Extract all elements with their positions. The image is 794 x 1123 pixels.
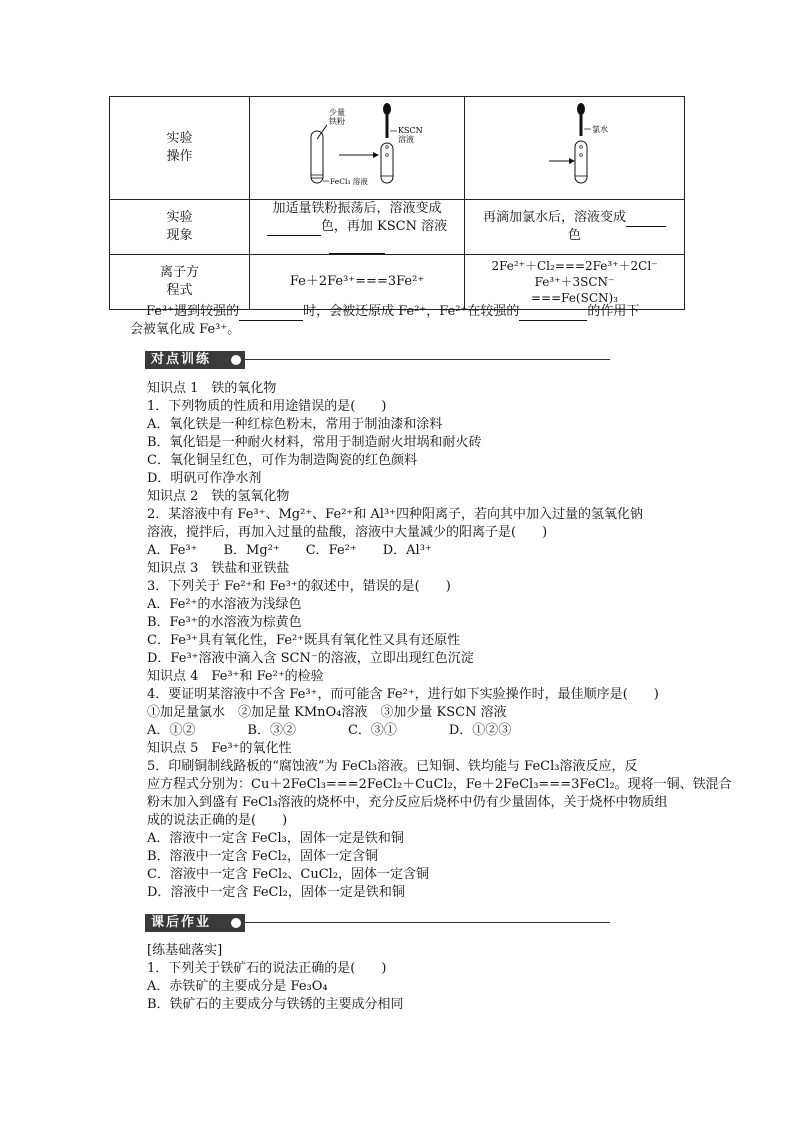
equation-line: 2Fe²⁺＋Cl₂===2Fe³⁺＋2Cl⁻: [491, 259, 658, 273]
list-item: B．Fe³⁺的水溶液为棕黄色: [147, 615, 302, 630]
answer-blank[interactable]: [239, 306, 303, 321]
list-item: C．Fe³⁺具有氧化性，Fe²⁺既具有氧化性又具有还原性: [147, 633, 461, 648]
section-title: 对点训练: [145, 351, 245, 369]
answer-blank[interactable]: [519, 306, 587, 321]
list-item: 3．下列关于 Fe²⁺和 Fe³⁺的叙述中，错误的是( ): [147, 579, 451, 594]
list-item: B．溶液中一定含 FeCl₂，固体一定含铜: [147, 849, 379, 864]
cell-text: 加适量铁粉振荡后，溶液变成: [272, 201, 442, 216]
summary-text: 会被氧化成 Fe³⁺。: [130, 322, 241, 337]
section-title: 课后作业: [145, 914, 245, 932]
equation-cell-1: Fe＋2Fe³⁺===3Fe²⁺: [250, 255, 465, 310]
phenomenon-cell-2: [465, 200, 685, 255]
cell-text: 再滴加氯水后，溶液变成: [482, 210, 626, 225]
cell-text-line: [469, 209, 680, 227]
cell-text-line: [254, 236, 460, 254]
table-row: [110, 255, 685, 310]
list-item: 成的说法正确的是( ): [147, 813, 288, 828]
section-rule: [245, 359, 610, 360]
equation-cell-2: [465, 255, 685, 310]
list-item: 4．要证明某溶液中不含 Fe³⁺，而可能含 Fe²⁺，进行如下实验操作时，最佳顺序是( ): [147, 687, 659, 702]
table-row: [110, 97, 685, 200]
section-rule: [245, 922, 610, 923]
cell-text: 色: [567, 228, 581, 243]
label-iron-powder: 铁粉: [329, 117, 345, 126]
list-item: D．Fe³⁺溶液中滴入含 SCN⁻的溶液，立即出现红色沉淀: [147, 651, 474, 666]
experiment-table: [109, 96, 685, 310]
list-item: D．溶液中一定含 FeCl₂，固体一定是铁和铜: [147, 885, 405, 900]
list-item: [练基础落实]: [147, 943, 223, 958]
list-item: A．氧化铁是一种红棕色粉末，常用于制油漆和涂料: [147, 417, 443, 432]
list-item: D．明矾可作净水剂: [147, 471, 262, 486]
knowledge-point-heading: 知识点 3 铁盐和亚铁盐: [147, 561, 290, 576]
label-line: 操作: [166, 149, 193, 164]
list-item: A．溶液中一定含 FeCl₃，固体一定是铁和铜: [147, 831, 404, 846]
label-line: 现象: [166, 228, 193, 243]
list-item: A．Fe³⁺ B．Mg²⁺ C．Fe²⁺ D．Al³⁺: [147, 543, 432, 558]
row-label: [110, 200, 250, 255]
list-item: 5．印刷铜制线路板的“腐蚀液”为 FeCl₃溶液。已知铜、铁均能与 FeCl₃溶液反应，反: [147, 759, 638, 774]
answer-blank[interactable]: [329, 239, 385, 254]
table-row: [110, 200, 685, 255]
list-item: 溶液，搅拌后，再加入过量的盐酸，溶液中大量减少的阳离子是( ): [147, 525, 548, 540]
list-item: 2．某溶液中有 Fe³⁺、Mg²⁺、Fe²⁺和 Al³⁺四种阳离子，若向其中加入过量的氢氧化钠: [147, 507, 644, 522]
figure-cell-iron-powder: [250, 97, 465, 200]
knowledge-point-heading: 知识点 2 铁的氢氧化物: [147, 489, 290, 504]
summary-paragraph: [130, 303, 688, 339]
knowledge-point-heading: 知识点 4 Fe³⁺和 Fe²⁺的检验: [147, 669, 324, 684]
list-item: 粉末加入到盛有 FeCl₃溶液的烧杯中，充分反应后烧杯中仍有少量固体，关于烧杯中物质组: [147, 795, 668, 810]
list-item: B．铁矿石的主要成分与铁锈的主要成分相同: [147, 997, 404, 1012]
figure-cell-chlorine-water: [465, 97, 685, 200]
label-line: 程式: [166, 283, 193, 298]
label-solution: 溶液: [398, 135, 414, 144]
list-item: 应方程式分别为：Cu＋2FeCl₃===2FeCl₂＋CuCl₂，Fe＋2FeCl₃===3FeCl₂。现将一铜、铁混合: [147, 777, 732, 792]
equation-line: ===Fe(SCN)₃: [530, 291, 618, 305]
summary-line: [130, 303, 688, 321]
summary-text: Fe³⁺遇到较强的: [146, 304, 240, 319]
label-kscn: KSCN: [398, 126, 423, 135]
list-item: C．氧化铜呈红色，可作为制造陶瓷的红色颜料: [147, 453, 417, 468]
phenomenon-cell-1: [250, 200, 465, 255]
cell-text: 色，再加 KSCN 溶液: [320, 219, 448, 234]
bullet-dot-icon: [231, 355, 241, 365]
list-item: A．①② B．③② C．③① D．①②③: [147, 723, 512, 738]
answer-blank[interactable]: [267, 221, 321, 236]
list-item: A．Fe²⁺的水溶液为浅绿色: [147, 597, 302, 612]
label-fecl3-solution: FeCl₃ 溶液: [330, 177, 368, 186]
label-line: 实验: [166, 210, 193, 225]
knowledge-point-heading: 知识点 5 Fe³⁺的氧化性: [147, 741, 292, 756]
list-item: 1．下列关于铁矿石的说法正确的是( ): [147, 961, 387, 976]
bullet-dot-icon: [231, 918, 241, 928]
label-line: 实验: [166, 131, 193, 146]
cell-text-line: [254, 218, 460, 236]
list-item: C．溶液中一定含 FeCl₂、CuCl₂，固体一定含铜: [147, 867, 430, 882]
answer-blank[interactable]: [626, 212, 666, 227]
test-tube-figure-1: [257, 97, 457, 193]
equation-line: Fe³⁺＋3SCN⁻: [534, 275, 615, 289]
row-label: [110, 97, 250, 200]
test-tube-figure-2: [475, 97, 675, 193]
list-item: ①加足量氯水 ②加足量 KMnO₄溶液 ③加少量 KSCN 溶液: [147, 705, 507, 720]
summary-text: 的作用下: [587, 304, 640, 319]
list-item: 1．下列物质的性质和用途错误的是( ): [147, 399, 387, 414]
label-chlorine-water: 氯水: [591, 125, 608, 134]
summary-text: 时，会被还原成 Fe²⁺，Fe²⁺在较强的: [303, 304, 520, 319]
knowledge-point-heading: 知识点 1 铁的氧化物: [147, 381, 277, 396]
row-label: [110, 255, 250, 310]
label-line: 离子方: [159, 265, 199, 280]
label-small-amount: 少量: [329, 108, 345, 117]
list-item: A．赤铁矿的主要成分是 Fe₃O₄: [147, 979, 328, 994]
list-item: B．氧化铝是一种耐火材料，常用于制造耐火坩埚和耐火砖: [147, 435, 482, 450]
